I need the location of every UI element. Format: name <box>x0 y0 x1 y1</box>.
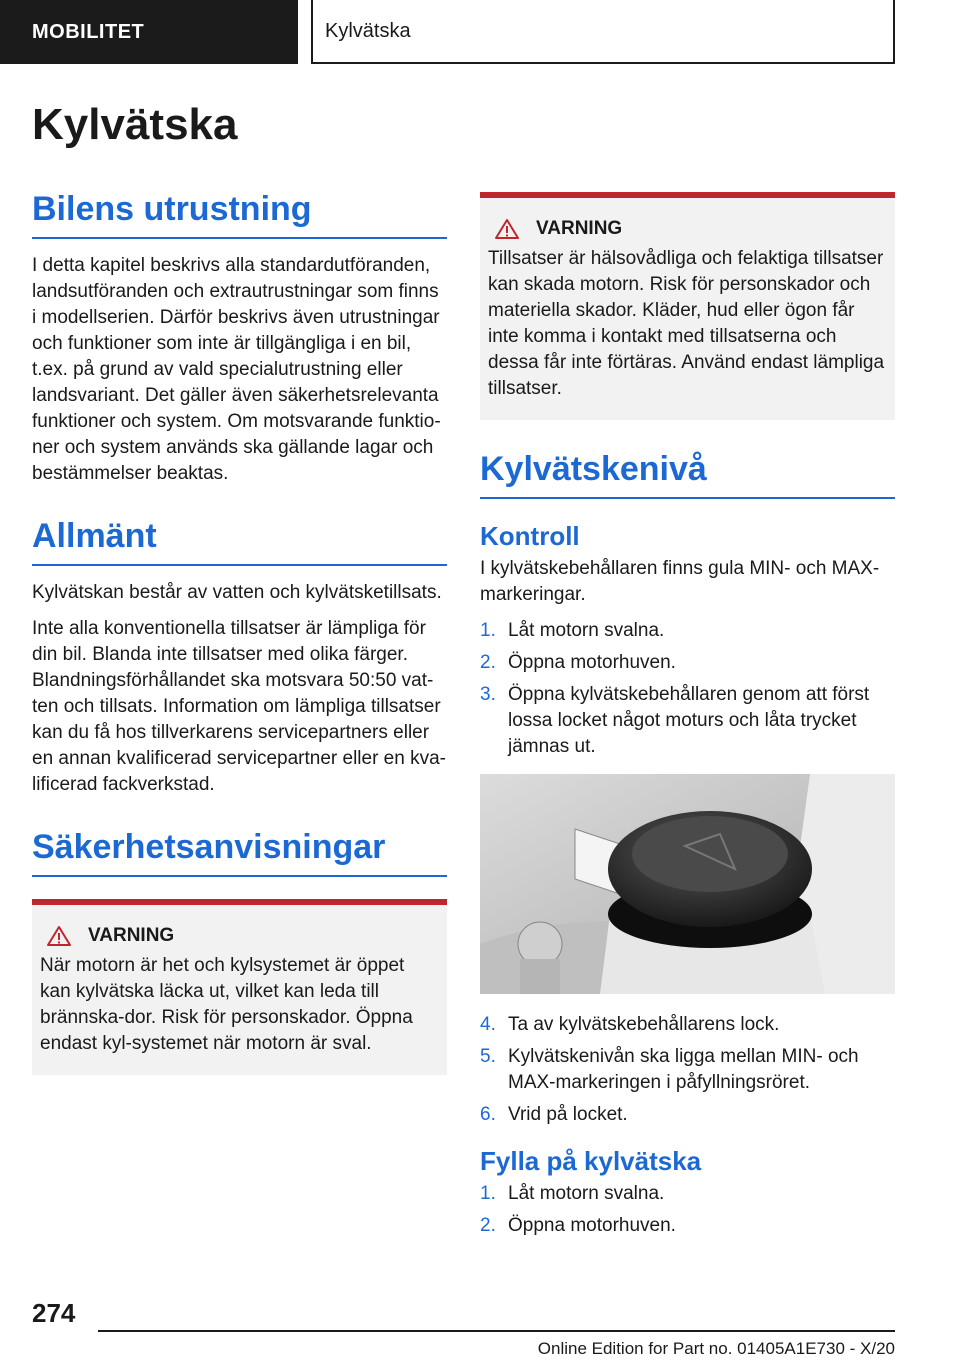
steps-fylla <box>480 1181 895 1239</box>
warning-header <box>488 218 887 240</box>
heading-kylvatskeniva: Kylvätskenivå <box>480 450 895 499</box>
warning-title: VARNING <box>536 218 623 239</box>
warning-text: När motorn är het och kylsystemet är öppet kan kylvätska läcka ut, vilket kan leda till brännska-dor. Risk för personskador. Öppna endast kyl-systemet när motorn är sval. <box>40 955 413 1054</box>
heading-allmant: Allmänt <box>32 517 447 566</box>
section-bilens-utrustning <box>32 190 447 487</box>
steps-kontroll-b <box>480 1012 895 1128</box>
list-item: 4. Ta av kylvätskebehållarens lock. <box>480 1014 780 1035</box>
warning-title: VARNING <box>88 925 175 946</box>
warning-box-additives <box>480 192 895 420</box>
header-section-tab <box>0 0 298 64</box>
heading-sakerhetsanvisningar: Säkerhetsanvisningar <box>32 828 447 877</box>
section-kylvatskeniva <box>480 450 895 1239</box>
coolant-reservoir-cap-photo <box>480 774 895 994</box>
list-item: 5. Kylvätskenivån ska ligga mellan MIN- och MAX-markeringen i påfyllningsröret. <box>480 1046 859 1093</box>
header-chapter-box <box>311 0 895 64</box>
heading-bilens-utrustning: Bilens utrustning <box>32 190 447 239</box>
text-allmant-2: Inte alla konventionella tillsatser är lämpliga för din bil. Blanda inte tillsatser med olika färger. Blandningsförhållandet ska motsvara 50:50 vat-ten och tillsats. Information om lämpliga tillsatser kan du få hos tillverkarens servicepartners eller en annan kvalificerad servicepartner eller en kva-lificerad fackverkstad. <box>32 618 446 795</box>
steps-kontroll-a <box>480 618 895 760</box>
list-item: 3. Öppna kylvätskebehållaren genom att först lossa locket något moturs och låta trycket jämnas ut. <box>480 684 870 757</box>
right-column <box>480 192 895 1249</box>
warning-triangle-icon <box>494 218 520 240</box>
header-chapter-label: Kylvätska <box>325 19 411 42</box>
heading-fylla-pa-kylvatska: Fylla på kylvätska <box>480 1146 702 1176</box>
text-allmant-1: Kylvätskan består av vatten och kylvätsketillsats. <box>32 582 442 603</box>
warning-text: Tillsatser är hälsovådliga och felaktiga tillsatser kan skada motorn. Risk för personskador och materiella skador. Kläder, hud eller ögon får inte komma i kontakt med tillsatserna och dessa får inte förtäras. Använd endast lämpliga tillsatser. <box>488 248 885 399</box>
list-item: 6. Vrid på locket. <box>480 1104 628 1125</box>
text-bilens-utrustning: I detta kapitel beskrivs alla standardutföranden, landsutföranden och extrautrustningar som finns i modellserien. Därför beskrivs även utrustningar och funktioner som inte är tillgängliga i en bil, t.ex. på grund av vald specialutrustning eller landsvariant. Det gäller även säkerhetsrelevanta funktioner och system. Om motsvarande funktio-ner och system används ska gällande lagar och bestämmelser beaktas. <box>32 255 441 484</box>
footer-edition: Online Edition for Part no. 01405A1E730 - X/20 <box>537 1339 895 1358</box>
list-item: 2. Öppna motorhuven. <box>480 1215 676 1236</box>
left-column <box>32 190 447 1105</box>
page-number: 274 <box>32 1298 76 1328</box>
warning-box-hot-coolant <box>32 899 447 1075</box>
header-section-label: MOBILITET <box>32 20 145 43</box>
footer-divider <box>98 1330 895 1332</box>
list-item: 1. Låt motorn svalna. <box>480 1183 665 1204</box>
warning-triangle-icon <box>46 925 72 947</box>
section-sakerhetsanvisningar <box>32 828 447 1075</box>
page-title: Kylvätska <box>32 100 238 149</box>
text-kontroll-intro: I kylvätskebehållaren finns gula MIN- och MAX-markeringar. <box>480 558 880 605</box>
list-item: 2. Öppna motorhuven. <box>480 652 676 673</box>
list-item: 1. Låt motorn svalna. <box>480 620 665 641</box>
section-allmant <box>32 517 447 798</box>
warning-header <box>40 925 439 947</box>
heading-kontroll: Kontroll <box>480 521 580 551</box>
